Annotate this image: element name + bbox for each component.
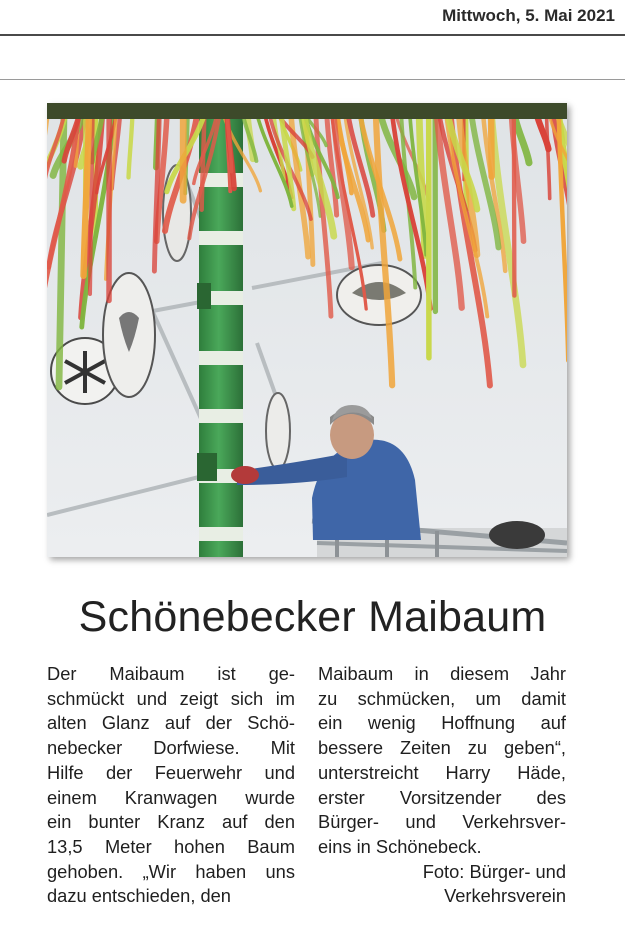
article-text-line: Bürger- und Verkehrsver- [318, 811, 566, 833]
issue-date: Mittwoch, 5. Mai 2021 [442, 6, 615, 25]
article-text-line: unterstreicht Harry Häde, [318, 761, 566, 783]
article-text-line: Hilfe der Feuerwehr und [47, 761, 295, 783]
article-text-line: ein wenig Hoffnung auf [318, 712, 566, 734]
maypole-photo-image [47, 103, 567, 557]
ribbon-streamer [514, 105, 515, 295]
wreath-band [47, 103, 567, 119]
article-text-column-left [47, 662, 295, 909]
ribbon-streamer [202, 114, 205, 209]
article-text-line: bessere Zeiten zu geben“, [318, 737, 566, 759]
section-rule [0, 79, 625, 80]
header-rule [0, 34, 625, 36]
article-text-line: 13,5 Meter hohen Baum [47, 835, 295, 857]
article-text-line: einem Kranwagen wurde [47, 786, 295, 808]
article-text-column-right [318, 662, 566, 909]
article-text-line: alten Glanz auf der Schö- [47, 712, 295, 734]
article-text-line: eins in Schönebeck. [318, 835, 482, 857]
article-headline: Schönebecker Maibaum [78, 593, 547, 641]
article-text-line: dazu entschieden, den [47, 885, 231, 907]
article-photo [47, 103, 567, 557]
article-text-line: ein bunter Kranz auf den [47, 811, 295, 833]
article-text-line: gehoben. „Wir haben uns [47, 860, 295, 882]
article-text-line: erster Vorsitzender des [318, 786, 566, 808]
article-text-line: Der Maibaum ist ge- [47, 663, 295, 684]
ribbon-streamer [491, 116, 492, 176]
article-text-line: nebecker Dorfwiese. Mit [47, 737, 295, 759]
article-text-line: zu schmücken, um damit [318, 687, 566, 709]
article-text-line: Maibaum in diesem Jahr [318, 663, 566, 684]
photo-credit-line: Foto: Bürger- und [422, 860, 566, 882]
article-text-line: schmückt und zeigt sich im [47, 687, 295, 709]
photo-credit-line: Verkehrsverein [444, 885, 566, 907]
